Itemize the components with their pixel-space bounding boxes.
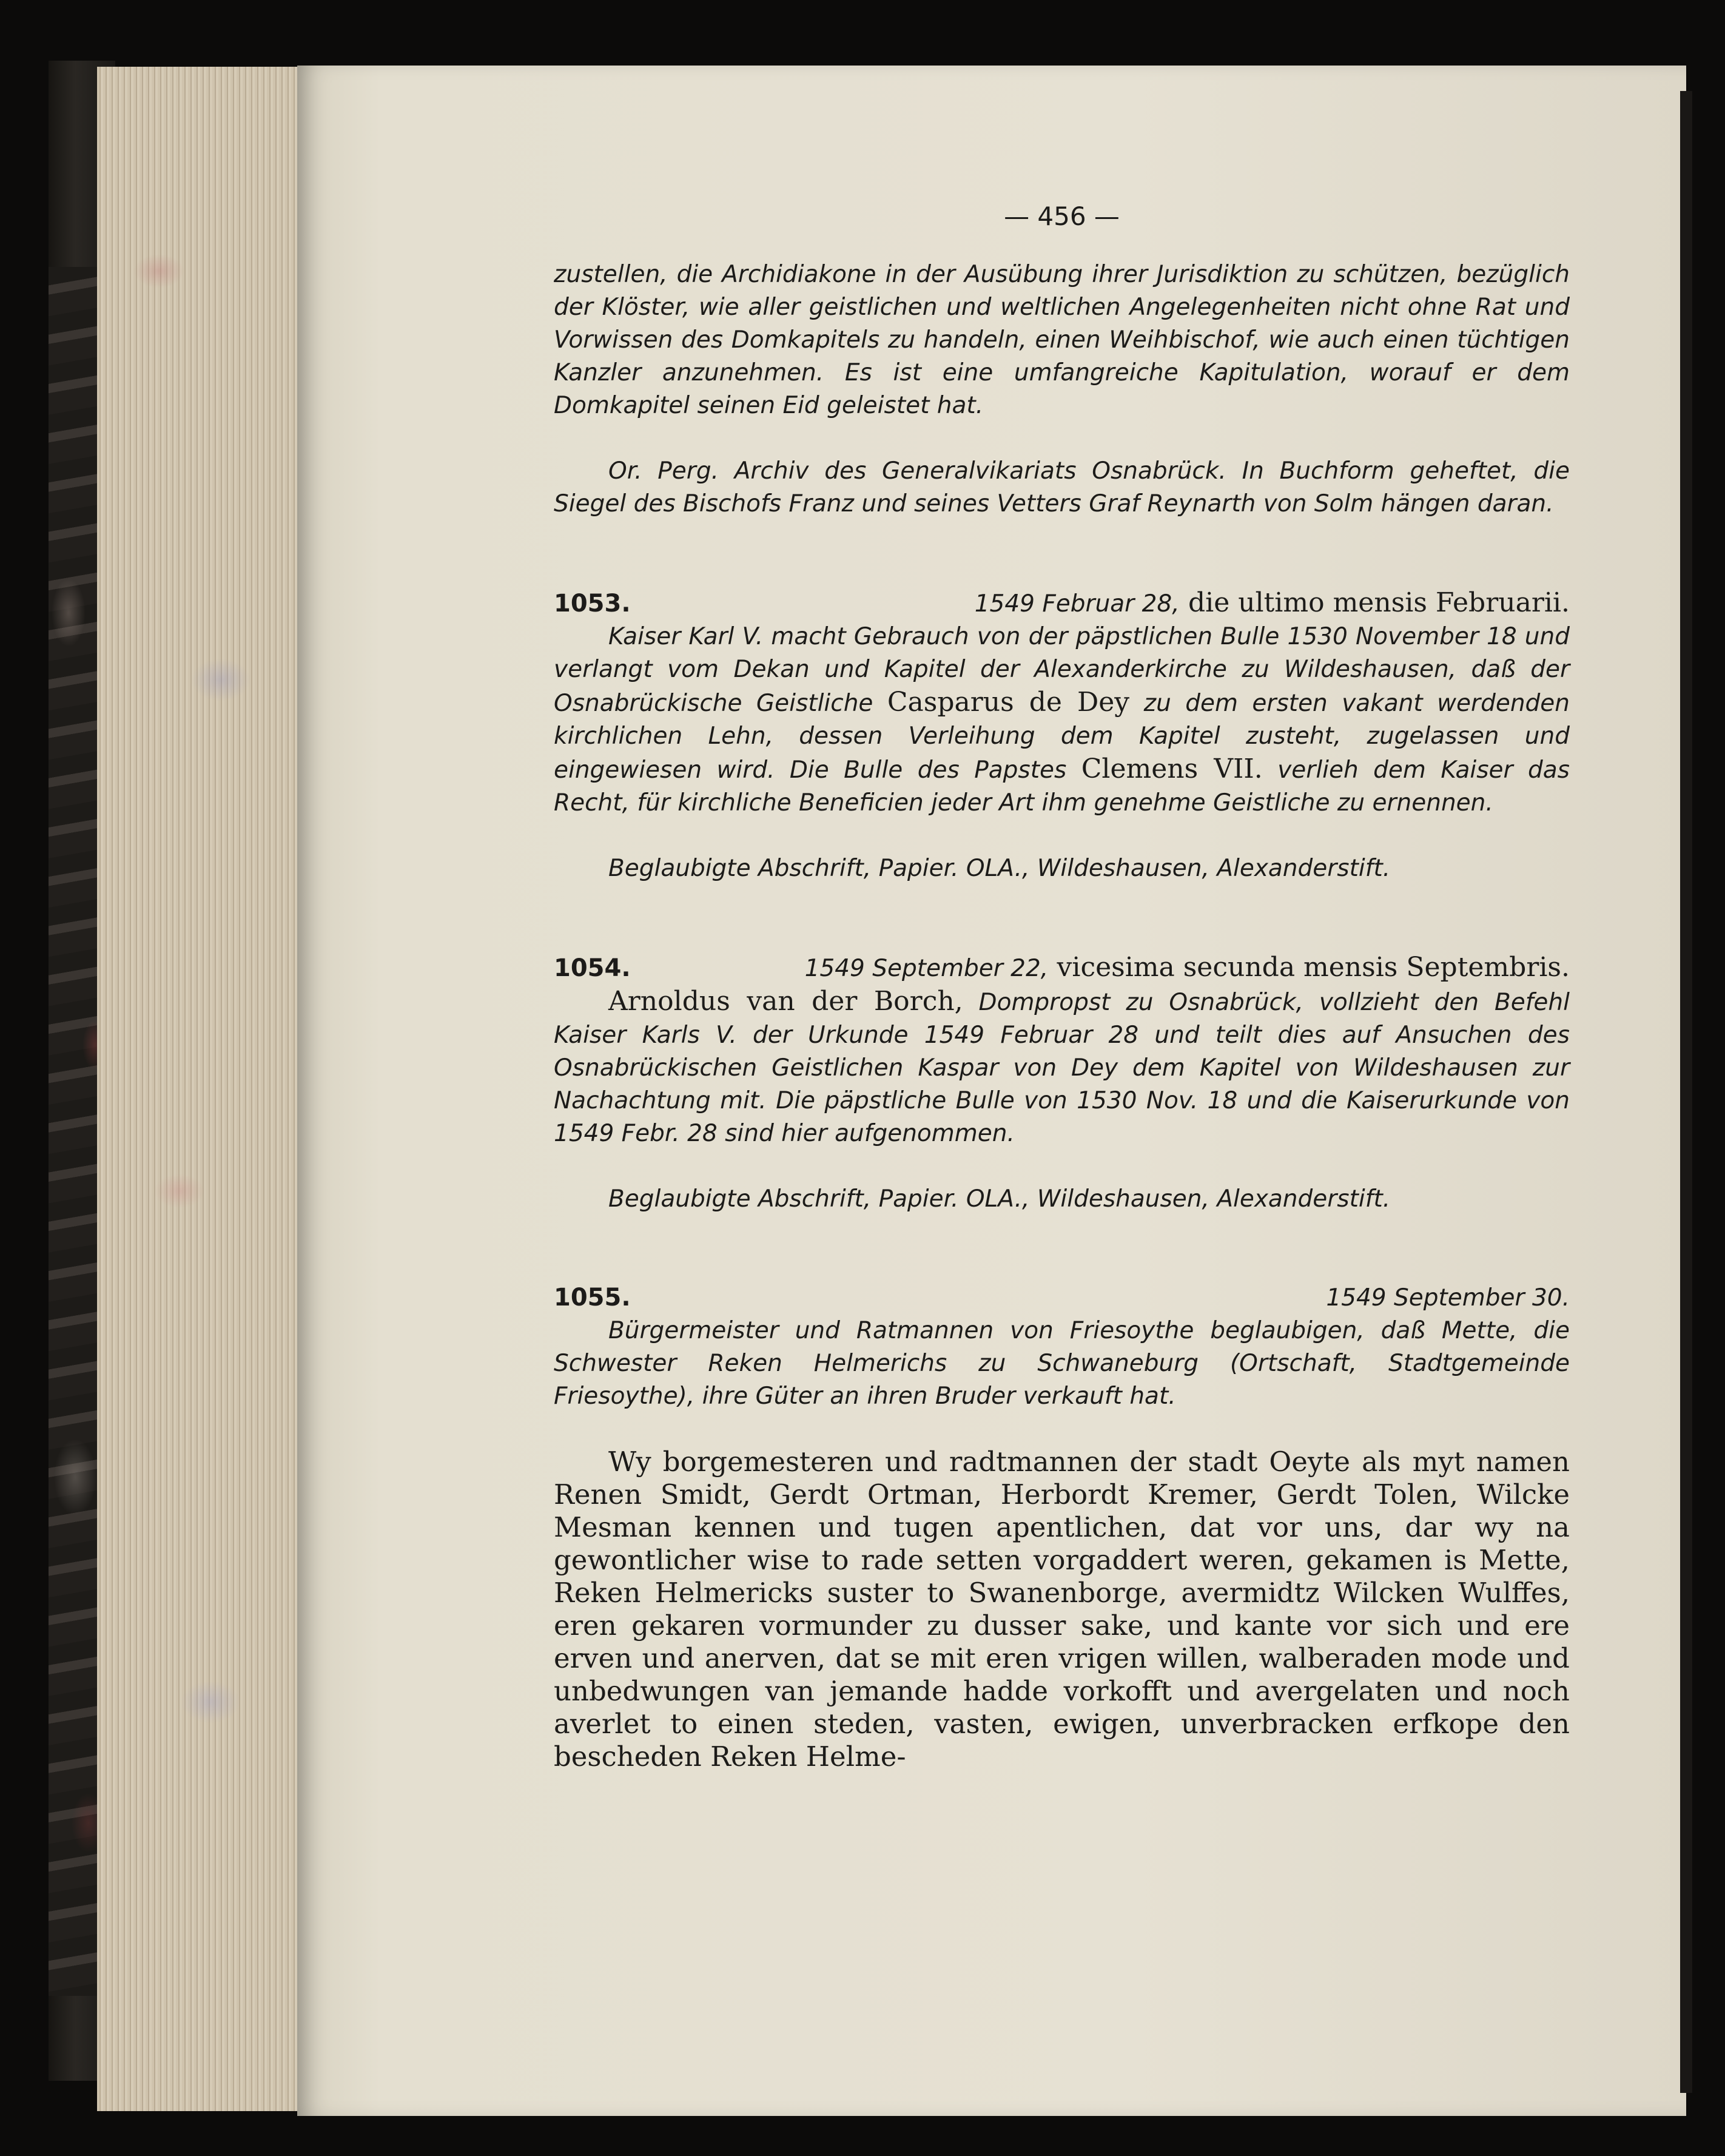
entry-date	[975, 586, 1570, 621]
entry-date-latin: die ultimo mensis Februarii.	[1188, 587, 1570, 618]
entry-1053-summary	[554, 621, 1570, 820]
entry-number: 1053.	[554, 590, 631, 618]
spacer	[554, 520, 1570, 586]
spacer	[554, 1216, 1570, 1281]
spacer	[554, 1150, 1570, 1183]
entry-1054-header	[554, 951, 1570, 985]
right-shadow	[1680, 91, 1692, 2093]
spacer	[554, 885, 1570, 951]
page-edges	[97, 67, 303, 2111]
intro-text: zustellen, die Archidiakone in der Ausübung ihrer Jurisdiktion zu schützen, bezüglich der Klöster, wie aller geistlichen und weltlichen Angelegenheiten nicht ohne Rat und Vorwissen des Domkapitels zu handeln, einen Weihbischof, wie auch einen tüchtigen Kanzler anzunehmen. Es ist eine umfangreiche Kapitulation, worauf er dem Domkapitel seinen Eid geleistet hat.	[554, 261, 1570, 419]
summary-name: Arnoldus van der Borch,	[608, 986, 963, 1017]
entry-date-main: 1549 September 30.	[1326, 1284, 1570, 1312]
entry-1055-summary: Bürgermeister und Ratmannen von Friesoythe beglaubigen, daß Mette, die Schwester Reken Helmerichs zu Schwaneburg (Ortschaft, Stadtgemeinde Friesoythe), ihre Güter an ihren Bruder verkauft hat.	[554, 1317, 1570, 1410]
entry-1053-source: Beglaubigte Abschrift, Papier. OLA., Wildeshausen, Alexanderstift.	[608, 855, 1391, 882]
entry-number: 1054.	[554, 954, 631, 982]
entry-date	[805, 951, 1570, 985]
intro-source: Or. Perg. Archiv des Generalvikariats Osnabrück. In Buchform geheftet, die Siegel des Bischofs Franz und seines Vetters Graf Reynarth von Solm hängen daran.	[554, 457, 1570, 517]
summary-part: Dompropst zu Osnabrück, vollzieht den Befehl Kaiser Karls V. der Urkunde 1549 Februar 28 und teilt dies auf Ansuchen des Osnabrückischen Geistlichen Kaspar von Dey dem Kapitel von Wildeshausen zur Nachachtung mit. Die päpstliche Bulle von 1530 Nov. 18 und die Kaiserurkunde von 1549 Febr. 28 sind hier aufgenommen.	[554, 989, 1570, 1147]
summary-part: zu dem ersten vakant werdenden kirchlichen Lehn, dessen Verleihung dem Kapitel zusteht, zugelassen und eingewiesen wird. Die Bulle des Papstes	[554, 690, 1570, 784]
entry-1055-text: Wy borgemesteren und radtmannen der stadt Oeyte als myt namen Renen Smidt, Gerdt Ortman, Herbordt Kremer, Gerdt Tolen, Wilcke Mesman kennen und tugen apentlichen, dat vor uns, dar wy na gewontlicher wise to rade setten vorgaddert weren, gekamen is Mette, Reken Helmericks suster to Swanenborge, avermidtz Wilcken Wulffes, eren gekaren vormunder zu dusser sake, und kante vor sich und ere erven und anerven, dat se mit eren vrigen willen, walberaden mode und unbedwungen van jemande hadde vorkofft und avergelaten und noch averlet to einen steden, vasten, ewigen, unverbracken erfkope den bescheden Reken Helme-	[554, 1446, 1570, 1773]
summary-name: Clemens VII.	[1081, 753, 1263, 784]
entry-date-main: 1549 Februar 28,	[974, 590, 1180, 618]
spacer	[554, 820, 1570, 852]
summary-part: verlieh dem Kaiser das Recht, für kirchliche Beneficien jeder Art ihm genehme Geistliche zu ernennen.	[554, 756, 1570, 817]
page-number: — 456 —	[1004, 201, 1120, 231]
summary-part: Kaiser Karl V. macht Gebrauch von der päpstlichen Bulle 1530 November 18 und verlangt vom Dekan und Kapitel der Alexanderkirche zu Wildeshausen, daß der Osnabrückische Geistliche	[554, 623, 1570, 717]
entry-number: 1055.	[554, 1284, 631, 1312]
entry-1054-summary	[554, 985, 1570, 1150]
entry-date-main: 1549 September 22,	[804, 955, 1049, 982]
entry-1053-header	[554, 586, 1570, 621]
entry-1054-source: Beglaubigte Abschrift, Papier. OLA., Wildeshausen, Alexanderstift.	[608, 1185, 1391, 1213]
entry-1055-header	[554, 1281, 1570, 1315]
spacer	[554, 422, 1570, 455]
spacer	[554, 1413, 1570, 1446]
entry-date-latin: vicesima secunda mensis Septembris.	[1057, 952, 1570, 983]
page-text	[554, 200, 1570, 1773]
summary-name: Casparus de Dey	[887, 687, 1130, 718]
